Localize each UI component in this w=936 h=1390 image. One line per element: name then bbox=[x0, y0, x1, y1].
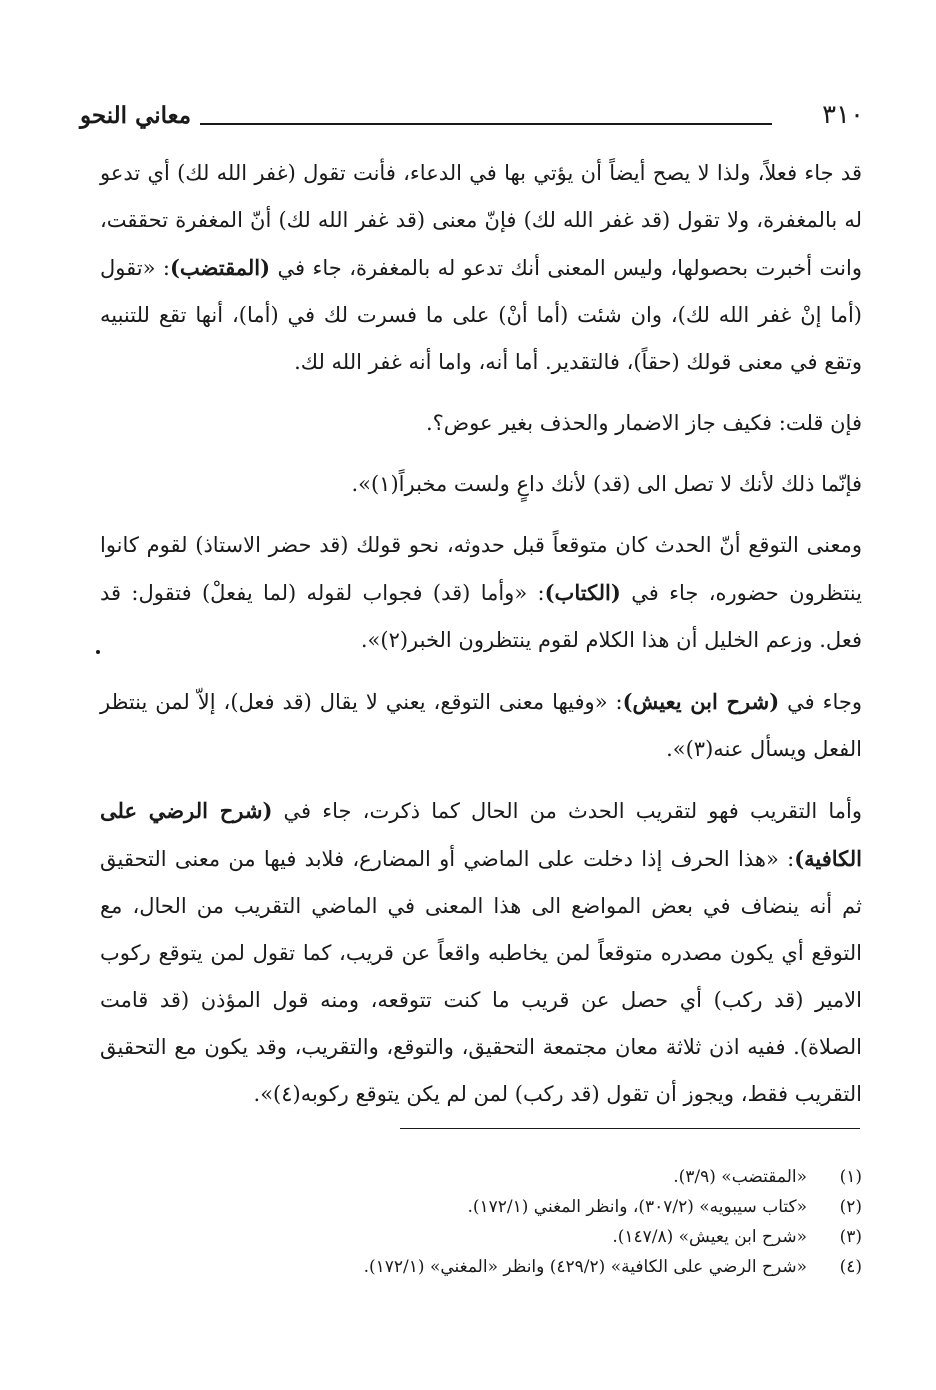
footnote-text: «شرح الرضي على الكافية» (٤٢٩/٢) وانظر «المغني» (١٧٢/١). bbox=[363, 1257, 807, 1277]
footnote-text: «كتاب سيبويه» (٣٠٧/٢)، وانظر المغني (١٧٢/١). bbox=[467, 1197, 807, 1217]
footnote-number: (١) bbox=[839, 1167, 862, 1187]
footnote-text: «شرح ابن يعيش» (١٤٧/٨). bbox=[612, 1227, 807, 1247]
footnotes bbox=[150, 1162, 862, 1282]
paragraph-text: قد جاء فعلاً، ولذا لا يصح أيضاً أن يؤتي بها في الدعاء، فأنت تقول (غفر الله لك) أي تدعو له بالمغفرة، ولا تقول (قد غفر الله لك) فإنّ معنى (قد غفر الله لك) أنّ المغفرة تحققت، وانت أخبرت بحصولها، وليس المعنى أنك تدعو له بالمغفرة، جاء في bbox=[100, 161, 862, 280]
footnote-number: (٢) bbox=[839, 1197, 862, 1217]
paragraph bbox=[100, 150, 862, 386]
paragraph-text: : «وأما (قد) فجواب لقوله (لما يفعلْ) فتقول: قد فعل. وزعم الخليل أن هذا الكلام لقوم ينتظرون الخبر(٢)». bbox=[100, 581, 862, 652]
paragraph bbox=[100, 522, 862, 664]
footnote bbox=[150, 1192, 862, 1222]
page-header bbox=[80, 100, 864, 140]
page-number: ٣١٠ bbox=[822, 100, 864, 130]
footnote bbox=[150, 1162, 862, 1192]
paragraph-text: وجاء في bbox=[779, 690, 862, 714]
paragraph-text: وأما التقريب فهو لتقريب الحدث من الحال كما ذكرت، جاء في bbox=[272, 799, 863, 823]
footnote-separator bbox=[400, 1128, 860, 1129]
paragraph-text: : «وفيها معنى التوقع، يعني لا يقال (قد فعل)، إلاّ لمن ينتظر الفعل ويسأل عنه(٣)». bbox=[100, 690, 862, 761]
footnote-number: (٣) bbox=[839, 1227, 862, 1247]
stray-dot bbox=[96, 650, 100, 654]
paragraph-text: ومعنى التوقع أنّ الحدث كان متوقعاً قبل حدوثه، نحو قولك (قد حضر الاستاذ) لقوم كانوا ينتظرون حضوره، جاء في bbox=[100, 533, 862, 605]
paragraph-text: : «تقول (أما إنْ غفر الله لك)، وان شئت (أما أنْ) على ما فسرت لك في (أما)، أنها تقع للتنبيه وتقع في معنى قولك (حقاً)، فالتقدير. أما أنه، واما أنه غفر الله لك. bbox=[100, 256, 862, 374]
footnote-number: (٤) bbox=[839, 1257, 862, 1277]
paragraph bbox=[100, 678, 862, 773]
footnote bbox=[150, 1252, 862, 1282]
cited-source: (شرح الرضي على الكافية) bbox=[100, 798, 862, 871]
footnote bbox=[150, 1222, 862, 1252]
paragraph bbox=[100, 461, 862, 508]
cited-source: (المقتضب) bbox=[169, 255, 271, 280]
header-rule bbox=[200, 123, 772, 125]
running-title: معاني النحو bbox=[80, 102, 192, 129]
cited-source: (الكتاب) bbox=[544, 580, 621, 605]
footnote-text: «المقتضب» (٣/٩). bbox=[673, 1167, 807, 1187]
paragraph bbox=[100, 400, 862, 447]
paragraph bbox=[100, 787, 862, 1118]
main-text bbox=[100, 150, 862, 1132]
cited-source: (شرح ابن يعيش) bbox=[622, 689, 780, 714]
paragraph-text: فإنّما ذلك لأنك لا تصل الى (قد) لأنك داعٍ ولست مخبراً(١)». bbox=[351, 472, 862, 496]
paragraph-text: : «هذا الحرف إذا دخلت على الماضي أو المضارع، فلابد فيها من معنى التحقيق ثم أنه ينضاف في بعض المواضع الى هذا المعنى في الماضي التقريب من الحال، مع التوقع أي يكون مصدره متوقعاً لمن يخاطبه واقعاً عن قريب، كما تقول لمن يتوقع ركوب الامير (قد ركب) أي حصل عن قريب ما كنت تتوقعه، ومنه قول المؤذن (قد قامت الصلاة). ففيه اذن ثلاثة معان مجتمعة التحقيق، والتوقع، والتقريب، وقد يكون مع التحقيق التقريب فقط، ويجوز أن تقول (قد ركب) لمن لم يكن يتوقع ركوبه(٤)». bbox=[100, 847, 862, 1106]
paragraph-text: فإن قلت: فكيف جاز الاضمار والحذف بغير عوض؟. bbox=[425, 411, 862, 435]
